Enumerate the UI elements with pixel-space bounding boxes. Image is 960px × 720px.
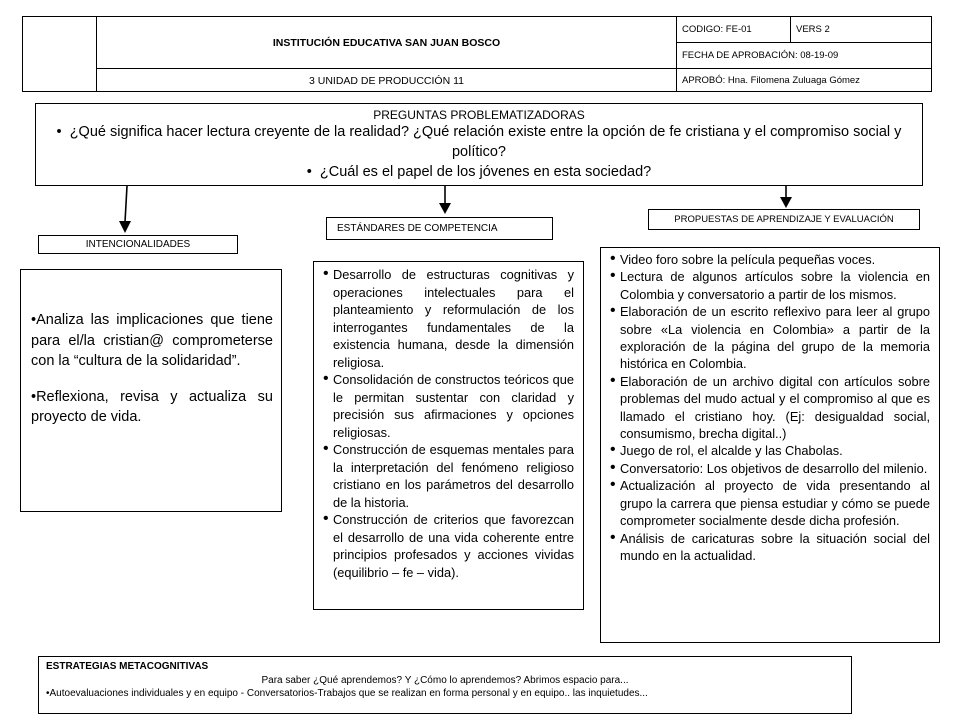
estandares-label-text: ESTÁNDARES DE COMPETENCIA xyxy=(337,223,498,234)
propuesta-item: • Video foro sobre la película pequeñas voces. xyxy=(610,251,930,268)
estandares-box xyxy=(313,261,584,610)
propuesta-item: • Actualización al proyecto de vida presentando al grupo la carrera que piensa estudiar y cómo se puede comprometer socialmente desde dicha profesión. xyxy=(610,477,930,529)
propuestas-list xyxy=(610,251,930,564)
preguntas-title: PREGUNTAS PROBLEMATIZADORAS xyxy=(373,108,585,122)
propuestas-label-text: PROPUESTAS DE APRENDIZAJE Y EVALUACIÓN xyxy=(674,214,894,225)
intencionalidades-label xyxy=(38,235,238,254)
propuestas-box xyxy=(600,247,940,643)
intencionalidad-item: •Analiza las implicaciones que tiene para el/la cristian@ comprometerse con la “cultura de la solidaridad”. xyxy=(31,312,273,369)
unit-title: 3 UNIDAD DE PRODUCCIÓN 11 xyxy=(309,74,464,87)
institution-name: INSTITUCIÓN EDUCATIVA SAN JUAN BOSCO xyxy=(272,36,501,49)
estrategias-title: ESTRATEGIAS METACOGNITIVAS xyxy=(46,661,209,672)
intencionalidad-item: •Reflexiona, revisa y actualiza su proyecto de vida. xyxy=(31,388,273,425)
estandar-item: • Desarrollo de estructuras cognitivas y operaciones intelectuales para el planteamiento y reformulación de los interrogantes fundamentales de la existencia humana, desde la dimensión religiosa. xyxy=(323,266,574,371)
arrow-head-propuestas xyxy=(780,197,792,208)
estandar-item: • Construcción de esquemas mentales para la interpretación del fenómeno religioso cristiano en los parámetros del desarrollo de la historia. xyxy=(323,441,574,511)
intencionalidad-text: Reflexiona, revisa y actualiza su proyecto de vida. xyxy=(31,388,273,425)
intencionalidades-box xyxy=(20,269,282,512)
fecha-text: FECHA DE APROBACIÓN: 08-19-09 xyxy=(682,50,839,61)
pregunta-text: ¿Cuál es el papel de los jóvenes en esta sociedad? xyxy=(319,164,652,180)
estrategias-item-text: Autoevaluaciones individuales y en equipo - Conversatorios-Trabajos que se realizan en forma personal y en equipo.. las inquietudes... xyxy=(49,688,648,699)
pregunta-text: ¿Qué significa hacer lectura creyente de la realidad? ¿Qué relación existe entre la opción de fe cristiana y el compromiso social y político? xyxy=(69,124,902,160)
propuesta-item: • Elaboración de un escrito reflexivo para leer al grupo sobre «La violencia en Colombia» a partir de la exploración de la página del grupo de la memoria histórica en Colombia. xyxy=(610,303,930,373)
estandar-item: • Consolidación de constructos teóricos que le permitan sustentar con claridad y precisión sus afirmaciones y opciones religiosas. xyxy=(323,371,574,441)
aprobo-text: APROBÓ: Hna. Filomena Zuluaga Gómez xyxy=(682,75,860,86)
estandares-list xyxy=(323,266,574,581)
propuesta-item: • Lectura de algunos artículos sobre la violencia en Colombia y conversatorio a partir de los mismos. xyxy=(610,268,930,303)
intencionalidades-label-text: INTENCIONALIDADES xyxy=(85,239,191,250)
propuesta-item: • Conversatorio: Los objetivos de desarrollo del milenio. xyxy=(610,460,930,477)
bullet: • xyxy=(56,124,70,140)
estandares-label xyxy=(326,217,553,240)
bullet: • xyxy=(306,164,320,180)
estandar-item: • Construcción de criterios que favorezcan el desarrollo de una vida coherente entre principios profesados y acciones vividas (equilibrio – fe – vida). xyxy=(323,511,574,581)
intencionalidad-text: Analiza las implicaciones que tiene para el/la cristian@ comprometerse con la “cultura de la solidaridad”. xyxy=(31,312,273,369)
arrow-intencionalidades xyxy=(125,186,127,222)
propuesta-item: • Juego de rol, el alcalde y las Chabolas. xyxy=(610,442,930,459)
propuestas-label xyxy=(648,209,920,230)
estrategias-box xyxy=(38,656,852,714)
estrategias-subtitle: Para saber ¿Qué aprendemos? Y ¿Cómo lo aprendemos? Abrimos espacio para... xyxy=(261,674,629,686)
propuesta-item: • Análisis de caricaturas sobre la situación social del mundo en la actualidad. xyxy=(610,530,930,565)
estrategias-item: •Autoevaluaciones individuales y en equipo - Conversatorios-Trabajos que se realizan en forma personal y en equipo.. las inquietudes... xyxy=(46,688,648,699)
codigo-text: CODIGO: FE-01 xyxy=(682,24,752,35)
propuesta-item: • Elaboración de un archivo digital con artículos sobre problemas del mudo actual y el compromiso al que es llamado el cristiano hoy. (Ej: desigualdad social, consumismo, brecha digital..) xyxy=(610,373,930,443)
arrow-head-estandares xyxy=(439,203,451,214)
version-text: VERS 2 xyxy=(796,24,830,35)
arrow-head-intencionalidades xyxy=(119,221,131,233)
